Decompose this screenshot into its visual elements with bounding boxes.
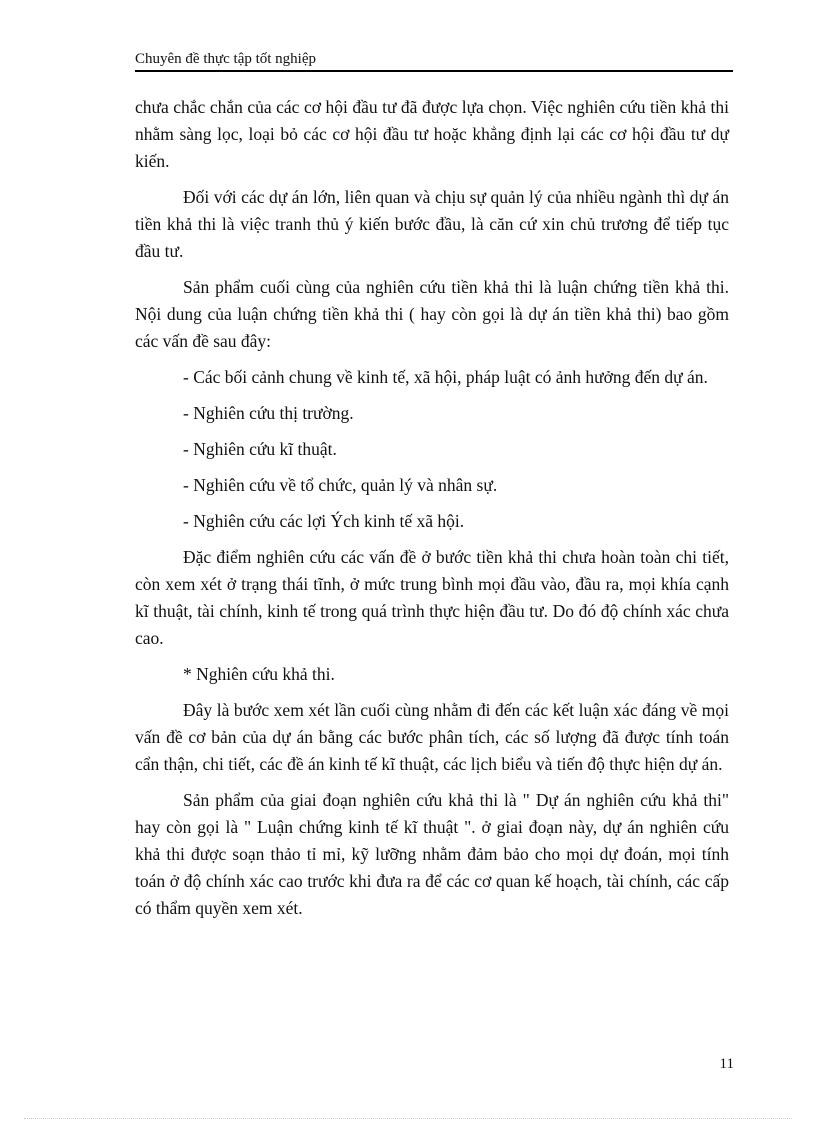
- footer-divider: [24, 1118, 792, 1119]
- paragraph: Sản phẩm cuối cùng của nghiên cứu tiền khả thi là luận chứng tiền khả thi. Nội dung của luận chứng tiền khả thi ( hay còn gọi là dự án tiền khả thi) bao gồm các vấn đề sau đây:: [135, 277, 729, 351]
- paragraph: Đây là bước xem xét lần cuối cùng nhằm đi đến các kết luận xác đáng về mọi vấn đề cơ bản của dự án bằng các bước phân tích, các số lượng đã được tính toán cẩn thận, chi tiết, các đề án kinh tế kĩ thuật, các lịch biểu và tiến độ thực hiện dự án.: [135, 700, 729, 774]
- paragraph: Đặc điểm nghiên cứu các vấn đề ở bước tiền khả thi chưa hoàn toàn chi tiết, còn xem xét ở trạng thái tĩnh, ở mức trung bình mọi đầu vào, đầu ra, mọi khía cạnh kĩ thuật, tài chính, kinh tế trong quá trình thực hiện đầu tư. Do đó độ chính xác chưa cao.: [135, 547, 729, 648]
- list-item: - Nghiên cứu về tổ chức, quản lý và nhân sự.: [183, 475, 498, 495]
- page-number: 11: [719, 1056, 734, 1072]
- header-title: Chuyên đề thực tập tốt nghiệp: [135, 51, 317, 67]
- paragraph: Đối với các dự án lớn, liên quan và chịu sự quản lý của nhiều ngành thì dự án tiền khả thi là việc tranh thủ ý kiến bước đầu, là căn cứ xin chủ trương để tiếp tục đầu tư.: [135, 187, 729, 261]
- running-header: [135, 50, 733, 72]
- body-text: [135, 94, 729, 931]
- paragraph: chưa chắc chắn của các cơ hội đầu tư đã được lựa chọn. Việc nghiên cứu tiền khả thi nhằm sàng lọc, loại bỏ các cơ hội đầu tư hoặc khẳng định lại các cơ hội đầu tư dự kiến.: [135, 97, 729, 171]
- list-item: - Nghiên cứu kĩ thuật.: [183, 439, 337, 459]
- paragraph: Sản phẩm của giai đoạn nghiên cứu khả thi là " Dự án nghiên cứu khả thi" hay còn gọi là " Luận chứng kinh tế kĩ thuật ". ở giai đoạn này, dự án nghiên cứu khả thi được soạn thảo tỉ mỉ, kỹ lưỡng nhằm đảm bảo cho mọi dự đoán, mọi tính toán ở độ chính xác cao trước khi đưa ra để các cơ quan kế hoạch, tài chính, các cấp có thẩm quyền xem xét.: [135, 790, 729, 918]
- section-heading: * Nghiên cứu khả thi.: [183, 664, 335, 684]
- list-item: - Nghiên cứu các lợi Ých kinh tế xã hội.: [183, 511, 465, 531]
- list-item: - Các bối cảnh chung về kinh tế, xã hội, pháp luật có ảnh hưởng đến dự án.: [183, 367, 708, 387]
- list-item: - Nghiên cứu thị trường.: [183, 403, 354, 423]
